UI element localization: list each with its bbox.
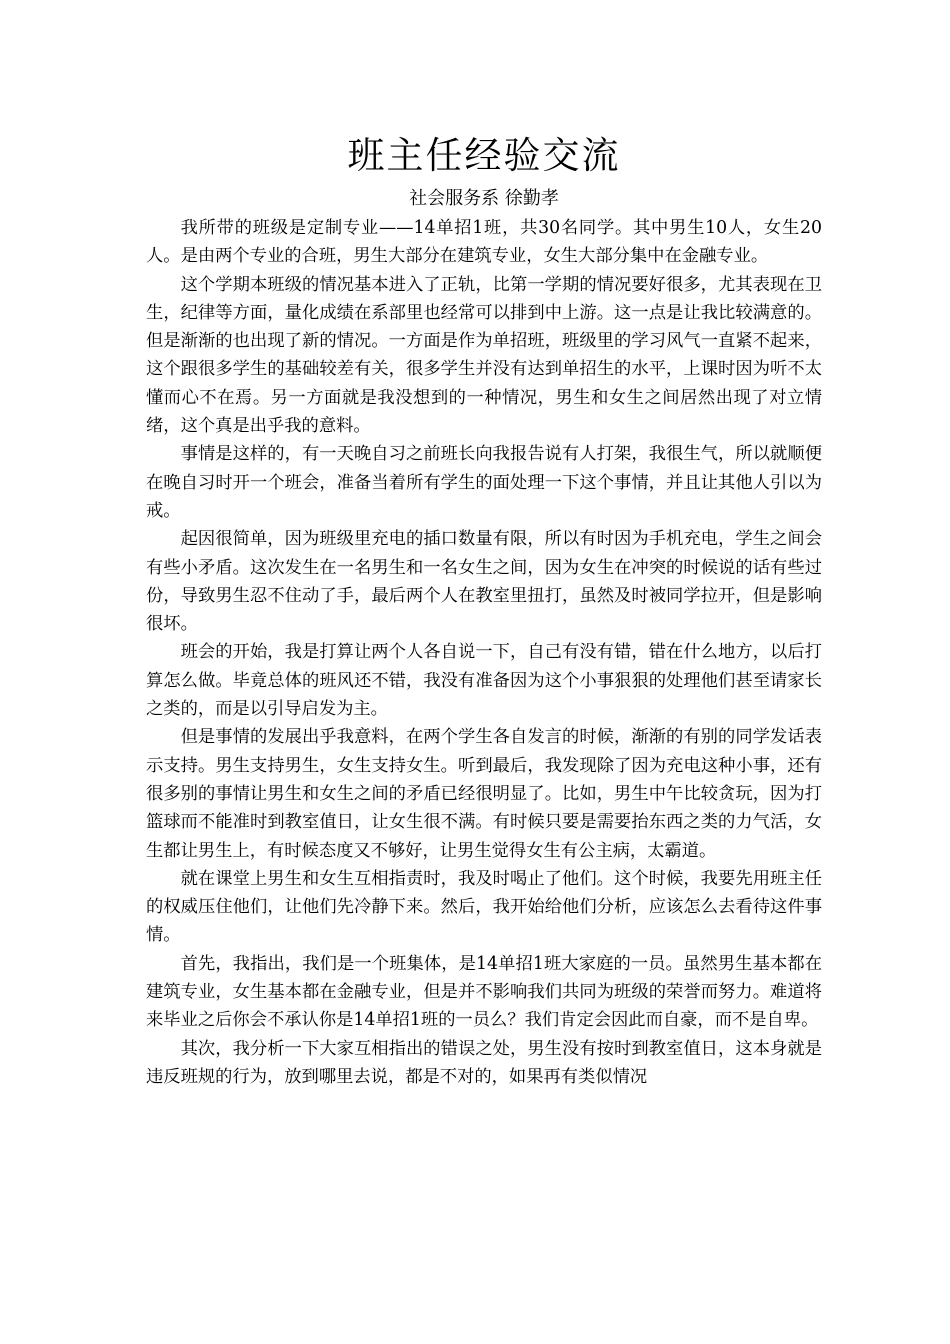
- paragraph-1: 我所带的班级是定制专业——14单招1班，共30名同学。其中男生10人，女生20人。是由两个专业的合班，男生大部分在建筑专业，女生大部分集中在金融专业。: [146, 218, 822, 267]
- paragraph-3: 事情是这样的，有一天晚自习之前班长向我报告说有人打架，我很生气，所以就顺便在晚自习时开一个班会，准备当着所有学生的面处理一下这个事情，并且让其他人引以为戒。: [146, 444, 822, 521]
- document-author: 社会服务系 徐勤孝: [409, 188, 559, 209]
- paragraph-9: 其次，我分析一下大家互相指出的错误之处，男生没有按时到教室值日，这本身就是违反班规的行为，放到哪里去说，都是不对的，如果再有类似情况: [146, 1038, 822, 1087]
- paragraph-7: 就在课堂上男生和女生互相指责时，我及时喝止了他们。这个时候，我要先用班主任的权威压住他们，让他们先冷静下来。然后，我开始给他们分析，应该怎么去看待这件事情。: [146, 868, 822, 946]
- document-page: [146, 128, 822, 1091]
- document-title: 班主任经验交流: [347, 134, 621, 177]
- paragraph-4: 起因很简单，因为班级里充电的插口数量有限，所以有时因为手机充电，学生之间会有些小矛盾。这次发生在一名男生和一名女生之间，因为女生在冲突的时候说的话有些过份，导致男生忍不住动了手，最后两个人在教室里扭打，虽然及时被同学拉开，但是影响很坏。: [146, 529, 822, 635]
- paragraph-5: 班会的开始，我是打算让两个人各自说一下，自己有没有错，错在什么地方，以后打算怎么做。毕竟总体的班风还不错，我没有准备因为这个小事狠狠的处理他们甚至请家长之类的，而是以引导启发为主。: [146, 642, 822, 720]
- paragraph-8: 首先，我指出，我们是一个班集体，是14单招1班大家庭的一员。虽然男生基本都在建筑专业，女生基本都在金融专业，但是并不影响我们共同为班级的荣誉而努力。难道将来毕业之后你会不承认你是14单招1班的一员么？我们肯定会因此而自豪，而不是自卑。: [146, 953, 822, 1031]
- paragraph-2: 这个学期本班级的情况基本进入了正轨，比第一学期的情况要好很多，尤其表现在卫生，纪律等方面，量化成绩在系部里也经常可以排到中上游。这一点是让我比较满意的。但是渐渐的也出现了新的情况。一方面是作为单招班，班级里的学习风气一直紧不起来，这个跟很多学生的基础较差有关，很多学生并没有达到单招生的水平，上课时因为听不太懂而心不在焉。另一方面就是我没想到的一种情况，男生和女生之间居然出现了对立情绪，这个真是出乎我的意料。: [146, 274, 822, 437]
- paragraph-6: 但是事情的发展出乎我意料，在两个学生各自发言的时候，渐渐的有别的同学发话表示支持。男生支持男生，女生支持女生。听到最后，我发现除了因为充电这种小事，还有很多别的事情让男生和女生之间的矛盾已经很明显了。比如，男生中午比较贪玩，因为打篮球而不能准时到教室值日，让女生很不满。有时候只要是需要抬东西之类的力气活，女生都让男生上，有时候态度又不够好，让男生觉得女生有公主病，太霸道。: [146, 727, 822, 861]
